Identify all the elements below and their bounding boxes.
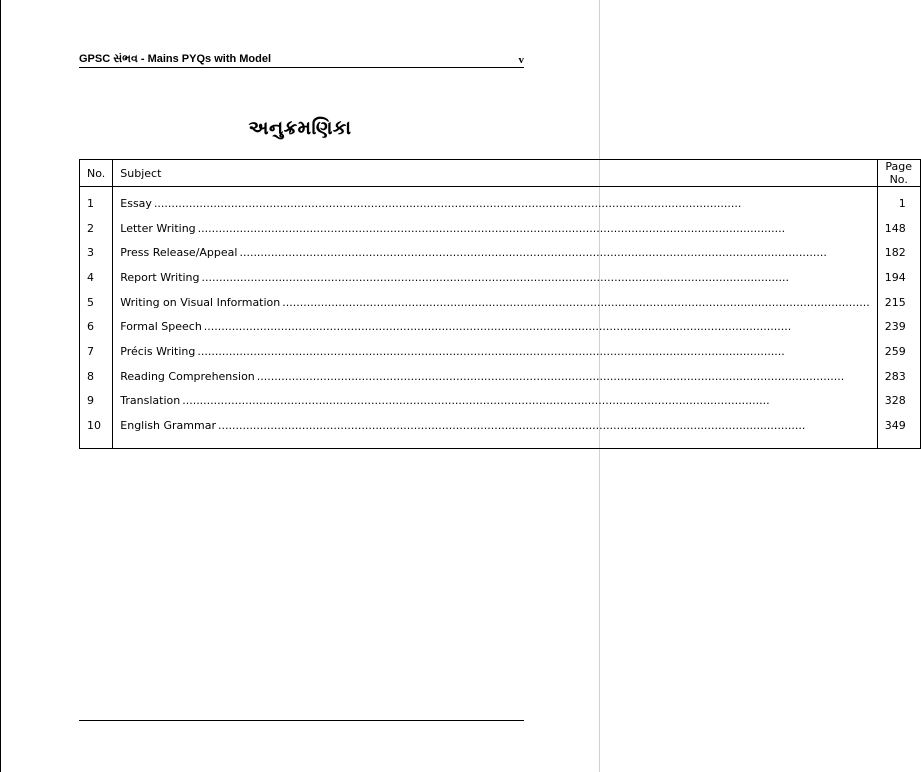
toc-row-page: 1	[877, 187, 920, 216]
toc-row-subject-cell	[113, 389, 877, 414]
col-header-subject: Subject	[113, 160, 877, 187]
toc-row-number: 6	[80, 314, 113, 339]
header-title: GPSC સંભવ - Mains PYQs with Model	[79, 53, 272, 65]
toc-row-number: 3	[80, 240, 113, 265]
toc-row-page: 215	[877, 290, 920, 315]
toc-row-page: 239	[877, 314, 920, 339]
toc-row[interactable]	[80, 265, 921, 290]
toc-row-subject[interactable]: Letter Writing	[120, 221, 196, 235]
dot-leader	[198, 222, 870, 235]
dot-leader	[204, 320, 870, 333]
table-of-contents	[79, 159, 921, 449]
toc-row-subject[interactable]: Translation	[120, 394, 181, 408]
dot-leader	[202, 271, 870, 284]
dot-leader	[257, 370, 870, 383]
toc-row-number: 5	[80, 290, 113, 315]
toc-row-subject[interactable]: English Grammar	[120, 419, 216, 433]
toc-row-page: 349	[877, 413, 920, 448]
toc-row-subject-cell	[113, 364, 877, 389]
toc-row-number: 1	[80, 187, 113, 216]
toc-row-number: 8	[80, 364, 113, 389]
col-header-no: No.	[80, 160, 113, 187]
toc-header-row	[80, 160, 921, 187]
toc-row[interactable]	[80, 216, 921, 241]
toc-row-number: 9	[80, 389, 113, 414]
header-page-number: v	[518, 54, 524, 66]
toc-row-subject-cell	[113, 216, 877, 241]
toc-row-page: 328	[877, 389, 920, 414]
toc-row-page: 194	[877, 265, 920, 290]
dot-leader	[239, 246, 869, 259]
toc-row-number: 10	[80, 413, 113, 448]
toc-row-subject[interactable]: Report Writing	[120, 270, 200, 284]
toc-row[interactable]	[80, 314, 921, 339]
col-header-page: Page No.	[877, 160, 920, 187]
toc-row-number: 7	[80, 339, 113, 364]
toc-row[interactable]	[80, 413, 921, 448]
toc-row-number: 4	[80, 265, 113, 290]
toc-row-subject-cell	[113, 290, 877, 315]
dot-leader	[182, 394, 870, 407]
dot-leader	[282, 296, 869, 309]
toc-row-subject[interactable]: Précis Writing	[120, 344, 196, 358]
toc-row-subject-cell	[113, 413, 877, 448]
dot-leader	[197, 345, 869, 358]
toc-row[interactable]	[80, 187, 921, 216]
toc-row-subject[interactable]: Essay	[120, 196, 152, 210]
toc-row-page: 259	[877, 339, 920, 364]
dot-leader	[218, 419, 870, 432]
toc-row-subject-cell	[113, 339, 877, 364]
toc-row-subject[interactable]: Reading Comprehension	[120, 369, 255, 383]
dot-leader	[154, 197, 870, 210]
toc-row-number: 2	[80, 216, 113, 241]
toc-row-subject[interactable]: Press Release/Appeal	[120, 246, 238, 260]
footer-rule	[79, 720, 524, 721]
toc-row-page: 148	[877, 216, 920, 241]
page-left-edge	[0, 0, 1, 772]
toc-row-subject-cell	[113, 187, 877, 216]
toc-row[interactable]	[80, 290, 921, 315]
toc-row-subject-cell	[113, 240, 877, 265]
page-title: અનુક્રમણિકા	[248, 117, 352, 139]
toc-row-subject[interactable]: Formal Speech	[120, 320, 202, 334]
toc-row[interactable]	[80, 364, 921, 389]
toc-row-subject-cell	[113, 265, 877, 290]
toc-row-page: 182	[877, 240, 920, 265]
toc-row[interactable]	[80, 339, 921, 364]
toc-row[interactable]	[80, 389, 921, 414]
toc-row[interactable]	[80, 240, 921, 265]
running-header	[79, 53, 524, 68]
toc-row-subject-cell	[113, 314, 877, 339]
toc-row-subject[interactable]: Writing on Visual Information	[120, 295, 281, 309]
toc-row-page: 283	[877, 364, 920, 389]
